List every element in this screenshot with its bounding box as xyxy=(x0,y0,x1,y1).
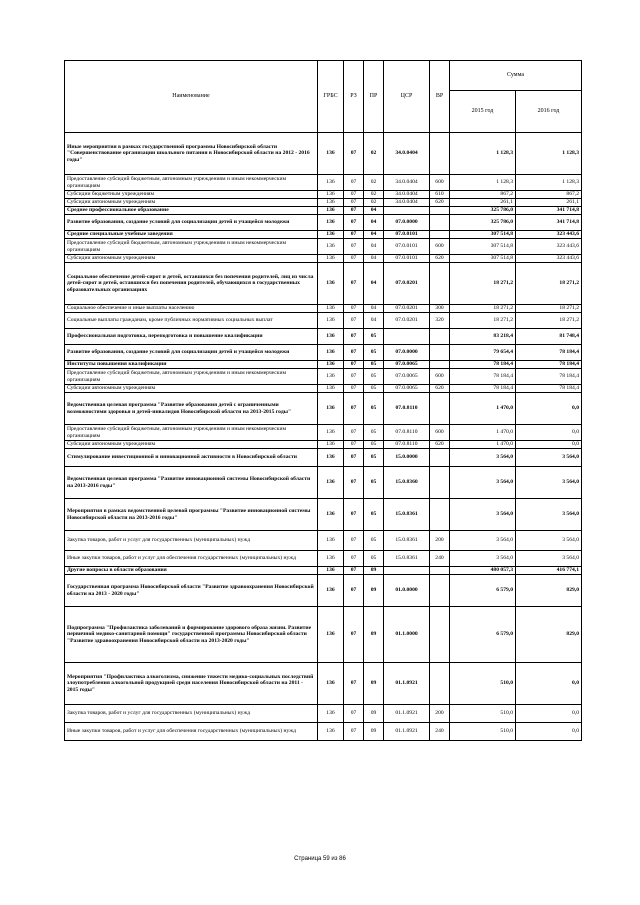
table-row xyxy=(65,191,582,199)
row-rz: 07 xyxy=(344,191,364,199)
row-name: Институты повышения квалификации xyxy=(65,361,318,369)
row-sum-2016: 3 564,0 xyxy=(516,531,582,551)
row-name: Субсидии автономным учреждениям xyxy=(65,441,318,449)
row-grbs: 136 xyxy=(318,191,344,199)
row-csr: 15.0.8360 xyxy=(384,467,430,499)
row-sum-2015: 307 514,8 xyxy=(450,231,516,239)
row-sum-2016: 0,0 xyxy=(516,393,582,425)
row-rz: 07 xyxy=(344,369,364,385)
row-name: Ведомственная целевая программа "Развитие образования детей с ограниченными возможностями здоровья и детей-инвалидов Новосибирской области на 2013-2015 годы" xyxy=(65,393,318,425)
table-row xyxy=(65,567,582,575)
row-name: Развитие образования, создание условий для социализации детей и учащейся молодежи xyxy=(65,215,318,231)
row-name: Закупка товаров, работ и услуг для государственных (муниципальных) нужд xyxy=(65,705,318,723)
row-grbs: 136 xyxy=(318,705,344,723)
row-vr xyxy=(430,207,450,215)
row-name: Другие вопросы в области образования xyxy=(65,567,318,575)
row-csr: 34.0.0404 xyxy=(384,175,430,191)
row-grbs: 136 xyxy=(318,723,344,741)
row-pr: 05 xyxy=(364,441,384,449)
row-sum-2016: 3 564,0 xyxy=(516,467,582,499)
row-sum-2016: 3 564,0 xyxy=(516,499,582,531)
row-pr: 05 xyxy=(364,385,384,393)
row-rz: 07 xyxy=(344,239,364,255)
row-rz: 07 xyxy=(344,567,364,575)
table-row xyxy=(65,393,582,425)
row-vr xyxy=(430,345,450,361)
row-vr xyxy=(430,393,450,425)
row-vr xyxy=(430,467,450,499)
row-vr xyxy=(430,263,450,305)
row-sum-2015: 3 564,0 xyxy=(450,467,516,499)
row-csr: 07.0.8110 xyxy=(384,441,430,449)
row-sum-2016: 1 128,3 xyxy=(516,175,582,191)
row-csr: 15.0.8361 xyxy=(384,531,430,551)
row-sum-2016: 78 184,4 xyxy=(516,385,582,393)
row-vr xyxy=(430,133,450,175)
row-vr: 620 xyxy=(430,385,450,393)
row-pr: 04 xyxy=(364,305,384,313)
row-csr: 07.0.0101 xyxy=(384,239,430,255)
table-row xyxy=(65,663,582,705)
row-sum-2015: 83 218,4 xyxy=(450,329,516,345)
row-csr: 34.0.0404 xyxy=(384,133,430,175)
table-row xyxy=(65,575,582,607)
row-grbs: 136 xyxy=(318,361,344,369)
row-csr: 07.0.0065 xyxy=(384,385,430,393)
row-sum-2016: 81 748,4 xyxy=(516,329,582,345)
row-rz: 07 xyxy=(344,255,364,263)
table-row xyxy=(65,467,582,499)
row-grbs: 136 xyxy=(318,215,344,231)
row-sum-2016: 78 184,4 xyxy=(516,361,582,369)
row-csr: 07.0.8110 xyxy=(384,393,430,425)
row-name: Среднее профессиональное образование xyxy=(65,207,318,215)
row-csr: 07.0.0201 xyxy=(384,263,430,305)
row-rz: 07 xyxy=(344,207,364,215)
row-csr: 07.0.0065 xyxy=(384,369,430,385)
row-name: Иные закупки товаров, работ и услуг для обеспечения государственных (муниципальных) нужд xyxy=(65,551,318,567)
table-row xyxy=(65,255,582,263)
row-rz: 07 xyxy=(344,425,364,441)
table-row xyxy=(65,239,582,255)
row-sum-2015: 6 579,0 xyxy=(450,575,516,607)
row-rz: 07 xyxy=(344,467,364,499)
row-csr xyxy=(384,207,430,215)
row-name: Субсидии бюджетным учреждениям xyxy=(65,191,318,199)
row-sum-2015: 1 470,0 xyxy=(450,425,516,441)
row-pr: 02 xyxy=(364,199,384,207)
table-row xyxy=(65,361,582,369)
table-row xyxy=(65,705,582,723)
row-csr: 15.0.8361 xyxy=(384,499,430,531)
row-csr: 01.1.0000 xyxy=(384,607,430,663)
row-pr: 02 xyxy=(364,191,384,199)
row-rz: 07 xyxy=(344,551,364,567)
row-sum-2016: 78 184,4 xyxy=(516,345,582,361)
table-row xyxy=(65,313,582,329)
row-sum-2015: 6 579,0 xyxy=(450,607,516,663)
row-csr: 34.0.0404 xyxy=(384,191,430,199)
row-csr: 01.1.0921 xyxy=(384,723,430,741)
row-name: Мероприятия "Профилактика алкоголизма, снижение тяжести медико-социальных последствий злоупотребления алкогольной продукцией среди населения Новосибирской области на 2011 - 2015 годы" xyxy=(65,663,318,705)
row-grbs: 136 xyxy=(318,385,344,393)
row-sum-2015: 3 564,0 xyxy=(450,531,516,551)
row-vr: 620 xyxy=(430,199,450,207)
row-sum-2016: 3 564,0 xyxy=(516,449,582,467)
row-name: Ведомственная целевая программа "Развитие инновационной системы Новосибирской области на 2013-2016 годы" xyxy=(65,467,318,499)
table-row xyxy=(65,207,582,215)
row-pr: 05 xyxy=(364,499,384,531)
row-csr: 15.0.0000 xyxy=(384,449,430,467)
row-grbs: 136 xyxy=(318,133,344,175)
row-sum-2015: 78 184,4 xyxy=(450,361,516,369)
row-pr: 05 xyxy=(364,393,384,425)
row-name: Профессиональная подготовка, переподготовка и повышение квалификации xyxy=(65,329,318,345)
row-grbs: 136 xyxy=(318,551,344,567)
row-sum-2015: 867,2 xyxy=(450,191,516,199)
row-sum-2015: 1 128,3 xyxy=(450,175,516,191)
row-pr: 05 xyxy=(364,329,384,345)
row-vr: 200 xyxy=(430,705,450,723)
row-pr: 05 xyxy=(364,369,384,385)
row-sum-2016: 261,1 xyxy=(516,199,582,207)
row-pr: 09 xyxy=(364,663,384,705)
row-sum-2015: 510,0 xyxy=(450,663,516,705)
row-sum-2016: 829,0 xyxy=(516,607,582,663)
row-pr: 09 xyxy=(364,575,384,607)
row-rz: 07 xyxy=(344,263,364,305)
row-vr xyxy=(430,607,450,663)
row-vr: 300 xyxy=(430,305,450,313)
header-2016: 2016 год xyxy=(516,91,582,133)
row-csr: 07.0.0201 xyxy=(384,313,430,329)
row-pr: 05 xyxy=(364,425,384,441)
row-grbs: 136 xyxy=(318,263,344,305)
row-sum-2016: 0,0 xyxy=(516,705,582,723)
row-sum-2016: 0,0 xyxy=(516,663,582,705)
row-sum-2016: 1 128,3 xyxy=(516,133,582,175)
header-csr: ЦСР xyxy=(384,61,430,133)
row-grbs: 136 xyxy=(318,449,344,467)
row-sum-2016: 867,2 xyxy=(516,191,582,199)
row-csr: 01.0.0000 xyxy=(384,575,430,607)
row-grbs: 136 xyxy=(318,499,344,531)
row-name: Государственная программа Новосибирской области "Развитие здравоохранения Новосибирской области на 2013 - 2020 годы" xyxy=(65,575,318,607)
header-row-top xyxy=(65,61,582,91)
header-2015: 2015 год xyxy=(450,91,516,133)
table-row xyxy=(65,175,582,191)
row-vr: 620 xyxy=(430,255,450,263)
row-grbs: 136 xyxy=(318,393,344,425)
row-vr: 600 xyxy=(430,369,450,385)
page-number: Страница 59 из 86 xyxy=(294,856,346,862)
row-pr: 04 xyxy=(364,231,384,239)
row-pr: 05 xyxy=(364,345,384,361)
row-csr: 07.0.0000 xyxy=(384,345,430,361)
row-pr: 04 xyxy=(364,215,384,231)
table-row xyxy=(65,231,582,239)
row-name: Субсидии автономным учреждениям xyxy=(65,385,318,393)
row-grbs: 136 xyxy=(318,239,344,255)
row-vr: 320 xyxy=(430,313,450,329)
row-grbs: 136 xyxy=(318,663,344,705)
table-row xyxy=(65,499,582,531)
row-vr: 600 xyxy=(430,239,450,255)
row-sum-2015: 1 470,0 xyxy=(450,393,516,425)
row-sum-2016: 78 184,4 xyxy=(516,369,582,385)
row-sum-2016: 18 271,2 xyxy=(516,263,582,305)
row-csr: 07.0.0065 xyxy=(384,361,430,369)
table-row xyxy=(65,723,582,741)
row-sum-2015: 1 128,3 xyxy=(450,133,516,175)
row-sum-2015: 3 564,0 xyxy=(450,551,516,567)
row-vr: 240 xyxy=(430,551,450,567)
row-rz: 07 xyxy=(344,531,364,551)
row-sum-2015: 325 786,0 xyxy=(450,215,516,231)
row-csr: 07.0.0101 xyxy=(384,231,430,239)
row-sum-2015: 18 271,2 xyxy=(450,313,516,329)
table-row xyxy=(65,133,582,175)
row-pr: 04 xyxy=(364,263,384,305)
row-pr: 04 xyxy=(364,207,384,215)
row-sum-2016: 323 443,6 xyxy=(516,239,582,255)
header-name: Наименование xyxy=(65,61,318,133)
row-name: Иные закупки товаров, работ и услуг для обеспечения государственных (муниципальных) нужд xyxy=(65,723,318,741)
row-grbs: 136 xyxy=(318,467,344,499)
row-sum-2016: 0,0 xyxy=(516,425,582,441)
row-sum-2016: 323 443,6 xyxy=(516,231,582,239)
row-sum-2015: 307 514,8 xyxy=(450,239,516,255)
row-name: Предоставление субсидий бюджетным, автономным учреждениям и иным некоммерческим организациям xyxy=(65,239,318,255)
row-sum-2015: 3 564,0 xyxy=(450,449,516,467)
row-pr: 09 xyxy=(364,607,384,663)
row-pr: 05 xyxy=(364,551,384,567)
row-grbs: 136 xyxy=(318,369,344,385)
row-vr xyxy=(430,499,450,531)
row-grbs: 136 xyxy=(318,231,344,239)
row-name: Субсидии автономным учреждениям xyxy=(65,199,318,207)
row-csr: 07.0.0000 xyxy=(384,215,430,231)
row-sum-2015: 261,1 xyxy=(450,199,516,207)
table-row xyxy=(65,607,582,663)
row-name: Субсидии автономным учреждениям xyxy=(65,255,318,263)
header-grbs: ГРБС xyxy=(318,61,344,133)
row-sum-2015: 480 057,3 xyxy=(450,567,516,575)
row-sum-2015: 79 654,4 xyxy=(450,345,516,361)
row-name: Социальное обеспечение детей-сирот и детей, оставшихся без попечения родителей, лиц из числа детей-сирот и детей, оставшихся без попечения родителей, обучающихся в государственных образовательных организациях xyxy=(65,263,318,305)
row-pr: 02 xyxy=(364,133,384,175)
row-grbs: 136 xyxy=(318,425,344,441)
row-grbs: 136 xyxy=(318,441,344,449)
row-name: Предоставление субсидий бюджетным, автономным учреждениям и иным некоммерческим организациям xyxy=(65,369,318,385)
row-sum-2015: 78 184,4 xyxy=(450,369,516,385)
row-csr: 07.0.0201 xyxy=(384,305,430,313)
row-sum-2015: 325 786,0 xyxy=(450,207,516,215)
row-vr xyxy=(430,663,450,705)
row-name: Социальное обеспечение и иные выплаты населению xyxy=(65,305,318,313)
row-sum-2015: 18 271,2 xyxy=(450,305,516,313)
row-name: Развитие образования, создание условий для социализации детей и учащейся молодежи xyxy=(65,345,318,361)
row-name: Мероприятия в рамках ведомственной целевой программы "Развитие инновационной системы Новосибирской области на 2013-2016 годы" xyxy=(65,499,318,531)
table-row xyxy=(65,531,582,551)
row-pr: 02 xyxy=(364,175,384,191)
header-vr: ВР xyxy=(430,61,450,133)
row-sum-2016: 0,0 xyxy=(516,441,582,449)
row-grbs: 136 xyxy=(318,567,344,575)
row-rz: 07 xyxy=(344,329,364,345)
row-name: Иные мероприятия в рамках государственной программы Новосибирской области "Совершенствование организации школьного питания в Новосибирской области на 2012 - 2016 годы" xyxy=(65,133,318,175)
row-vr xyxy=(430,449,450,467)
row-vr xyxy=(430,575,450,607)
row-grbs: 136 xyxy=(318,175,344,191)
row-pr: 09 xyxy=(364,705,384,723)
table-row xyxy=(65,385,582,393)
row-rz: 07 xyxy=(344,393,364,425)
row-name: Предоставление субсидий бюджетным, автономным учреждениям и иным некоммерческим организациям xyxy=(65,425,318,441)
row-csr: 34.0.0404 xyxy=(384,199,430,207)
row-sum-2015: 510,0 xyxy=(450,723,516,741)
row-sum-2016: 18 271,2 xyxy=(516,313,582,329)
row-grbs: 136 xyxy=(318,305,344,313)
row-rz: 07 xyxy=(344,441,364,449)
table-row xyxy=(65,551,582,567)
table-row xyxy=(65,449,582,467)
row-pr: 05 xyxy=(364,449,384,467)
row-sum-2015: 78 184,4 xyxy=(450,385,516,393)
row-sum-2016: 341 714,8 xyxy=(516,207,582,215)
row-grbs: 136 xyxy=(318,199,344,207)
row-vr: 200 xyxy=(430,531,450,551)
row-name: Социальные выплаты гражданам, кроме публичных нормативных социальных выплат xyxy=(65,313,318,329)
row-vr xyxy=(430,231,450,239)
row-sum-2015: 3 564,0 xyxy=(450,499,516,531)
row-rz: 07 xyxy=(344,663,364,705)
row-sum-2015: 307 514,8 xyxy=(450,255,516,263)
row-rz: 07 xyxy=(344,215,364,231)
row-rz: 07 xyxy=(344,385,364,393)
row-rz: 07 xyxy=(344,175,364,191)
table-row xyxy=(65,369,582,385)
table-row xyxy=(65,441,582,449)
row-csr xyxy=(384,329,430,345)
row-csr: 07.0.0101 xyxy=(384,255,430,263)
table-row xyxy=(65,305,582,313)
table-row xyxy=(65,199,582,207)
row-sum-2016: 3 564,0 xyxy=(516,551,582,567)
row-sum-2016: 829,0 xyxy=(516,575,582,607)
row-rz: 07 xyxy=(344,199,364,207)
table-body xyxy=(65,133,582,741)
row-grbs: 136 xyxy=(318,575,344,607)
row-sum-2016: 323 443,6 xyxy=(516,255,582,263)
row-vr xyxy=(430,567,450,575)
row-vr: 600 xyxy=(430,425,450,441)
row-vr: 610 xyxy=(430,191,450,199)
row-sum-2015: 18 271,2 xyxy=(450,263,516,305)
row-csr: 01.1.0921 xyxy=(384,663,430,705)
row-rz: 07 xyxy=(344,723,364,741)
row-name: Закупка товаров, работ и услуг для государственных (муниципальных) нужд xyxy=(65,531,318,551)
row-rz: 07 xyxy=(344,133,364,175)
row-grbs: 136 xyxy=(318,329,344,345)
row-rz: 07 xyxy=(344,607,364,663)
row-name: Предоставление субсидий бюджетным, автономным учреждениям и иным некоммерческим организациям xyxy=(65,175,318,191)
row-grbs: 136 xyxy=(318,531,344,551)
row-rz: 07 xyxy=(344,361,364,369)
header-rz: РЗ xyxy=(344,61,364,133)
row-grbs: 136 xyxy=(318,345,344,361)
row-vr: 600 xyxy=(430,175,450,191)
table-row xyxy=(65,425,582,441)
row-sum-2016: 416 774,1 xyxy=(516,567,582,575)
row-rz: 07 xyxy=(344,305,364,313)
row-csr xyxy=(384,567,430,575)
row-pr: 04 xyxy=(364,313,384,329)
row-sum-2016: 341 714,8 xyxy=(516,215,582,231)
row-csr: 07.0.8110 xyxy=(384,425,430,441)
row-vr: 620 xyxy=(430,441,450,449)
row-pr: 09 xyxy=(364,723,384,741)
row-rz: 07 xyxy=(344,345,364,361)
row-pr: 04 xyxy=(364,239,384,255)
row-pr: 04 xyxy=(364,255,384,263)
row-grbs: 136 xyxy=(318,255,344,263)
row-rz: 07 xyxy=(344,705,364,723)
row-rz: 07 xyxy=(344,499,364,531)
row-vr xyxy=(430,361,450,369)
row-sum-2016: 18 271,2 xyxy=(516,305,582,313)
row-pr: 09 xyxy=(364,567,384,575)
row-rz: 07 xyxy=(344,575,364,607)
table-row xyxy=(65,215,582,231)
row-csr: 15.0.8361 xyxy=(384,551,430,567)
row-pr: 05 xyxy=(364,361,384,369)
row-name: Стимулирование инвестиционной и инновационной активности в Новосибирской области xyxy=(65,449,318,467)
row-csr: 01.1.0921 xyxy=(384,705,430,723)
table-row xyxy=(65,263,582,305)
row-grbs: 136 xyxy=(318,207,344,215)
row-sum-2015: 1 470,0 xyxy=(450,441,516,449)
row-sum-2016: 0,0 xyxy=(516,723,582,741)
row-rz: 07 xyxy=(344,313,364,329)
row-vr: 240 xyxy=(430,723,450,741)
header-pr: ПР xyxy=(364,61,384,133)
row-sum-2015: 510,0 xyxy=(450,705,516,723)
header-sum: Сумма xyxy=(450,61,582,91)
row-rz: 07 xyxy=(344,231,364,239)
row-name: Подпрограмма "Профилактика заболеваний и формирование здорового образа жизни. Развитие первичной медико-санитарной помощи" государственной программы Новосибирской области "Развитие здравоохранения Новосибирской области на 2013-2020 годы" xyxy=(65,607,318,663)
row-rz: 07 xyxy=(344,449,364,467)
table-row xyxy=(65,345,582,361)
row-vr xyxy=(430,215,450,231)
table-row xyxy=(65,329,582,345)
budget-table xyxy=(64,60,582,741)
row-grbs: 136 xyxy=(318,607,344,663)
row-vr xyxy=(430,329,450,345)
row-pr: 05 xyxy=(364,531,384,551)
row-pr: 05 xyxy=(364,467,384,499)
row-grbs: 136 xyxy=(318,313,344,329)
row-name: Средние специальные учебные заведения xyxy=(65,231,318,239)
